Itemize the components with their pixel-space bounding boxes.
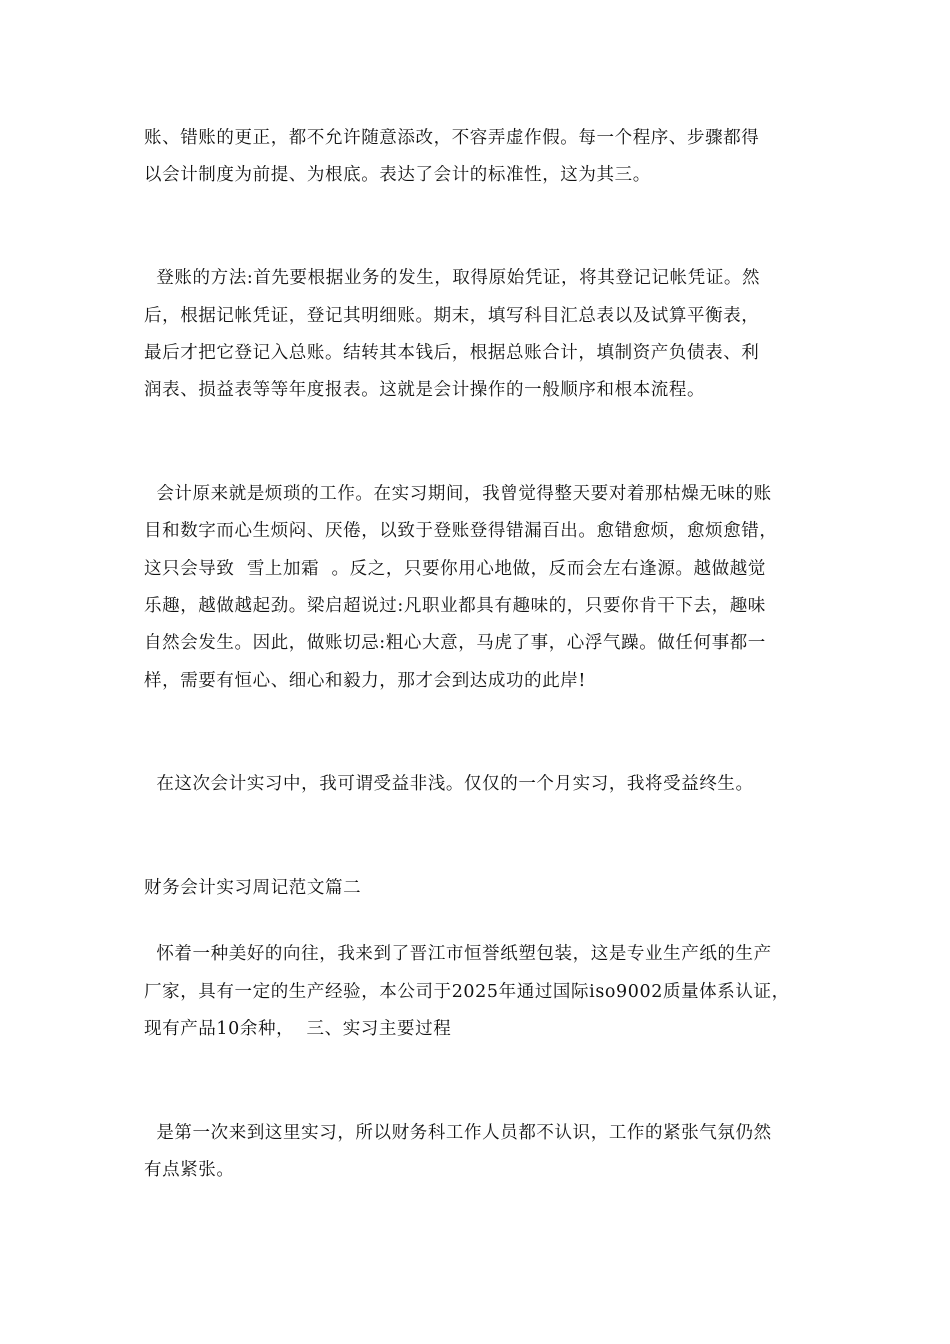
paragraph-3-line-4: 乐趣，越做越起劲。梁启超说过:凡职业都具有趣味的，只要你肯干下去，趣味 <box>144 596 766 616</box>
paragraph-7-line-2: 有点紧张。 <box>144 1160 235 1180</box>
paragraph-3-line-3: 这只会导致 雪上加霜 。反之，只要你用心地做，反而会左右逢源。越做越觉 <box>144 559 766 579</box>
paragraph-4-line-1: 在这次会计实习中，我可谓受益非浅。仅仅的一个月实习，我将受益终生。 <box>144 774 754 794</box>
paragraph-3-line-5: 自然会发生。因此，做账切忌:粗心大意，马虎了事，心浮气躁。做任何事都一 <box>144 633 766 653</box>
paragraph-3-line-2: 目和数字而心生烦闷、厌倦，以致于登账登得错漏百出。愈错愈烦，愈烦愈错， <box>144 521 778 541</box>
section-heading: 财务会计实习周记范文篇二 <box>144 878 362 898</box>
paragraph-3-line-6: 样，需要有恒心、细心和毅力，那才会到达成功的此岸! <box>144 671 587 691</box>
paragraph-6-line-1: 怀着一种美好的向往，我来到了晋江市恒誉纸塑包装，这是专业生产纸的生产 <box>144 944 772 964</box>
paragraph-3-line-1: 会计原来就是烦琐的工作。在实习期间，我曾觉得整天要对着那枯燥无味的账 <box>144 484 772 504</box>
paragraph-2-line-2: 后，根据记帐凭证，登记其明细账。期末，填写科目汇总表以及试算平衡表， <box>144 306 760 326</box>
paragraph-1-line-2: 以会计制度为前提、为根底。表达了会计的标准性，这为其三。 <box>144 165 651 185</box>
paragraph-1-line-1: 账、错账的更正，都不允许随意添改，不容弄虚作假。每一个程序、步骤都得 <box>144 128 760 148</box>
paragraph-6-line-2: 厂家，具有一定的生产经验，本公司于2025年通过国际iso9002质量体系认证， <box>144 982 790 1002</box>
paragraph-2-line-4: 润表、损益表等等年度报表。这就是会计操作的一般顺序和根本流程。 <box>144 380 706 400</box>
paragraph-7-line-1: 是第一次来到这里实习，所以财务科工作人员都不认识，工作的紧张气氛仍然 <box>144 1123 772 1143</box>
paragraph-6-line-3: 现有产品10余种， 三、实习主要过程 <box>144 1019 452 1039</box>
paragraph-2-line-1: 登账的方法:首先要根据业务的发生，取得原始凭证，将其登记记帐凭证。然 <box>144 268 761 288</box>
paragraph-2-line-3: 最后才把它登记入总账。结转其本钱后，根据总账合计，填制资产负债表、利 <box>144 343 760 363</box>
